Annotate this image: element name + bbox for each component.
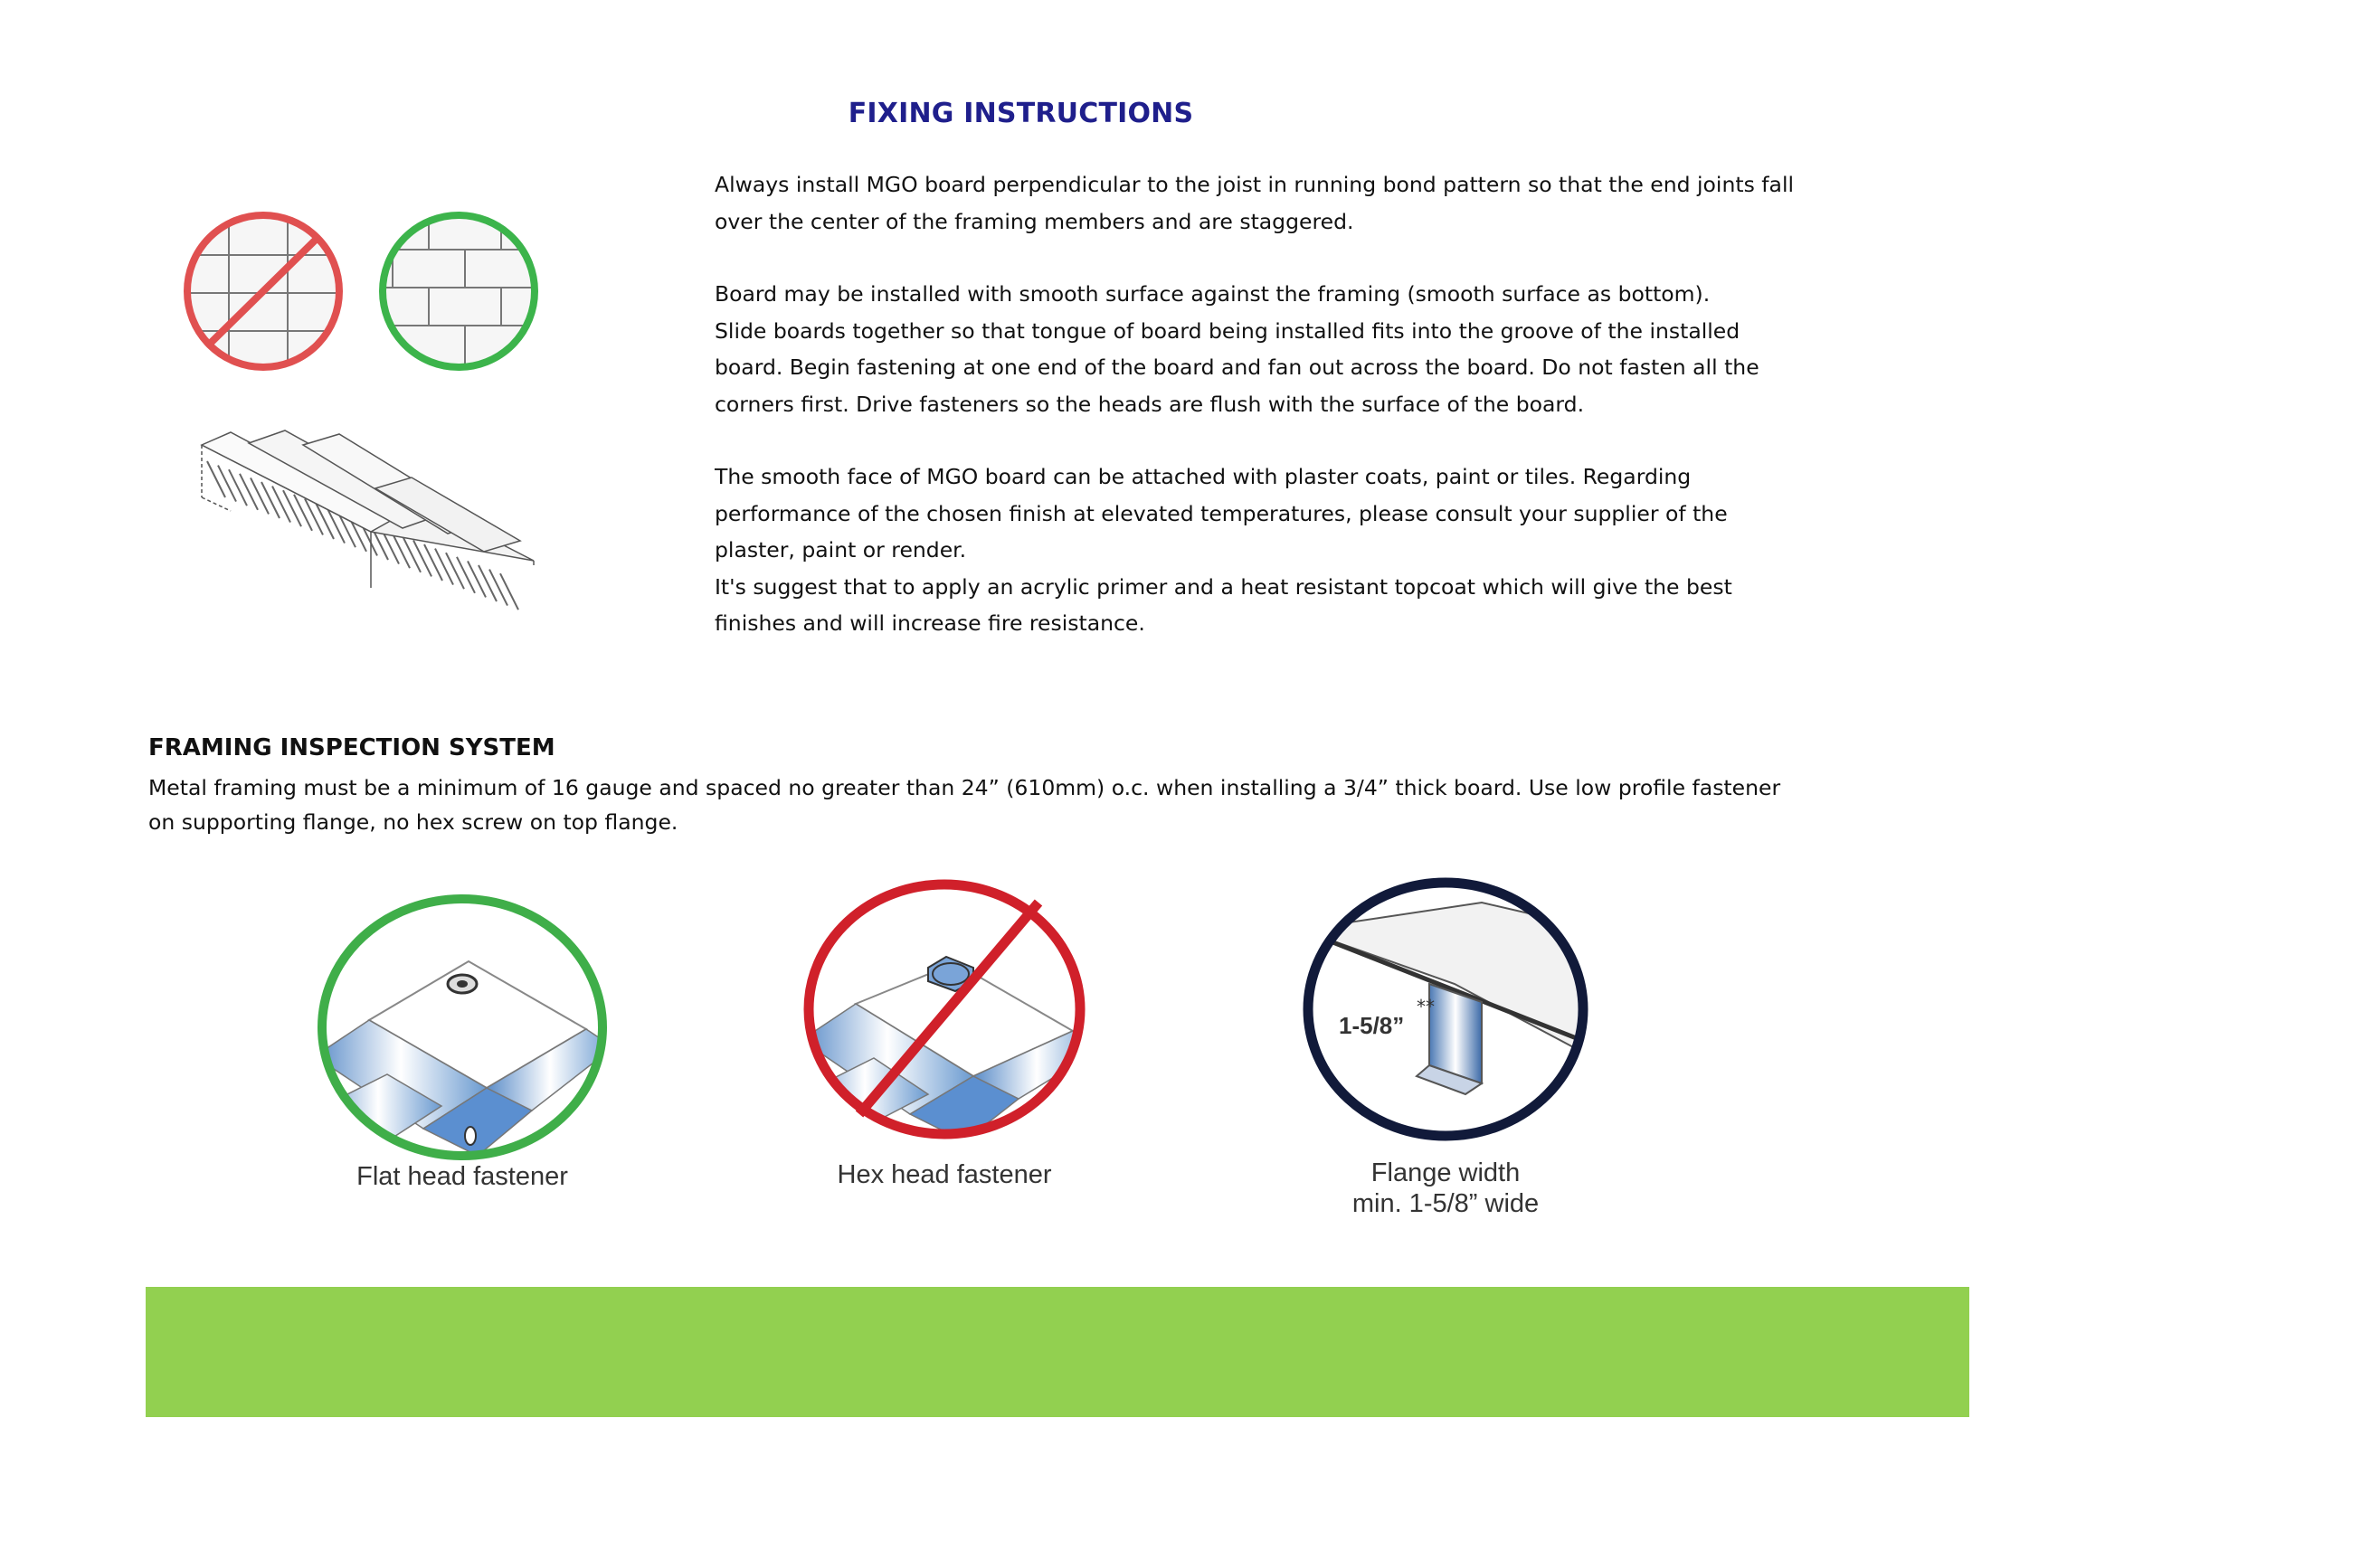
svg-text:**: ** — [1417, 996, 1435, 1017]
page-title: FIXING INSTRUCTIONS — [848, 98, 1194, 129]
text-line: finishes and will increase fire resistance. — [715, 610, 1145, 636]
text-line: over the center of the framing members and are staggered. — [715, 208, 1354, 234]
fixing-paragraph-3 — [715, 459, 1827, 642]
joist-line — [435, 549, 453, 585]
flat-head-caption: Flat head fastener — [356, 1162, 568, 1191]
joist-line — [457, 557, 475, 593]
joist-line — [272, 487, 290, 523]
joist-line — [500, 573, 518, 610]
text-line: plaster, paint or render. — [715, 537, 967, 563]
text-line: It's suggest that to apply an acrylic primer and a heat resistant topcoat which will give the best — [715, 573, 1732, 600]
joist-line — [413, 540, 431, 576]
joist-line — [403, 536, 421, 572]
text-line: Slide boards together so that tongue of board being installed fits into the groove of the installed — [715, 317, 1740, 344]
flat-head-fastener-figure — [315, 893, 610, 1165]
caption-line: min. 1-5/8” wide — [1351, 1189, 1540, 1218]
joist-line — [468, 561, 486, 597]
joist-line — [229, 469, 247, 506]
flange-width-figure — [1301, 875, 1590, 1147]
text-line: performance of the chosen finish at elevated temperatures, please consult your supplier of the — [715, 500, 1728, 526]
section-body — [148, 770, 1781, 839]
joist-line — [446, 553, 464, 589]
section-heading: FRAMING INSPECTION SYSTEM — [148, 734, 555, 761]
text-line: corners first. Drive fasteners so the heads are flush with the surface of the board. — [715, 391, 1585, 417]
prohibited-grid-pattern-icon — [179, 210, 347, 373]
joist-line — [251, 477, 269, 514]
text-line: The smooth face of MGO board can be attached with plaster coats, paint or tiles. Regarding — [715, 464, 1692, 489]
joist-line — [424, 544, 442, 581]
fixing-paragraph-1 — [715, 166, 1827, 240]
fixing-paragraph-2 — [715, 276, 1827, 422]
text-line: Always install MGO board perpendicular to the joist in running bond pattern so that the end joints fall — [715, 172, 1795, 197]
joist-line — [218, 466, 236, 502]
text-line: Metal framing must be a minimum of 16 gauge and spaced no greater than 24” (610mm) o.c. when installing a 3/4” thick board. Use low profile fastener — [148, 775, 1781, 800]
joist-line — [240, 474, 258, 510]
flange-dimension-label: 1-5/8” — [1339, 1012, 1405, 1039]
text-line: on supporting flange, no hex screw on top flange. — [148, 809, 678, 835]
text-line: Board may be installed with smooth surface against the framing (smooth surface as bottom). — [715, 281, 1711, 307]
flange-width-caption — [1274, 1158, 1617, 1219]
footer-band — [146, 1287, 1969, 1417]
joist-line — [283, 490, 301, 526]
hex-head-caption: Hex head fastener — [837, 1160, 1052, 1189]
caption-line: Flange width — [1370, 1158, 1521, 1187]
joist-line — [207, 461, 225, 497]
approved-staggered-pattern-icon — [375, 210, 543, 373]
board-over-joists-illustration — [194, 425, 538, 606]
joist-line — [489, 570, 507, 606]
text-line: board. Begin fastening at one end of the board and fan out across the board. Do not fasten all the — [715, 355, 1759, 380]
hex-head-fastener-figure — [801, 877, 1087, 1141]
joist-line — [479, 565, 497, 601]
joist-line — [261, 482, 280, 518]
